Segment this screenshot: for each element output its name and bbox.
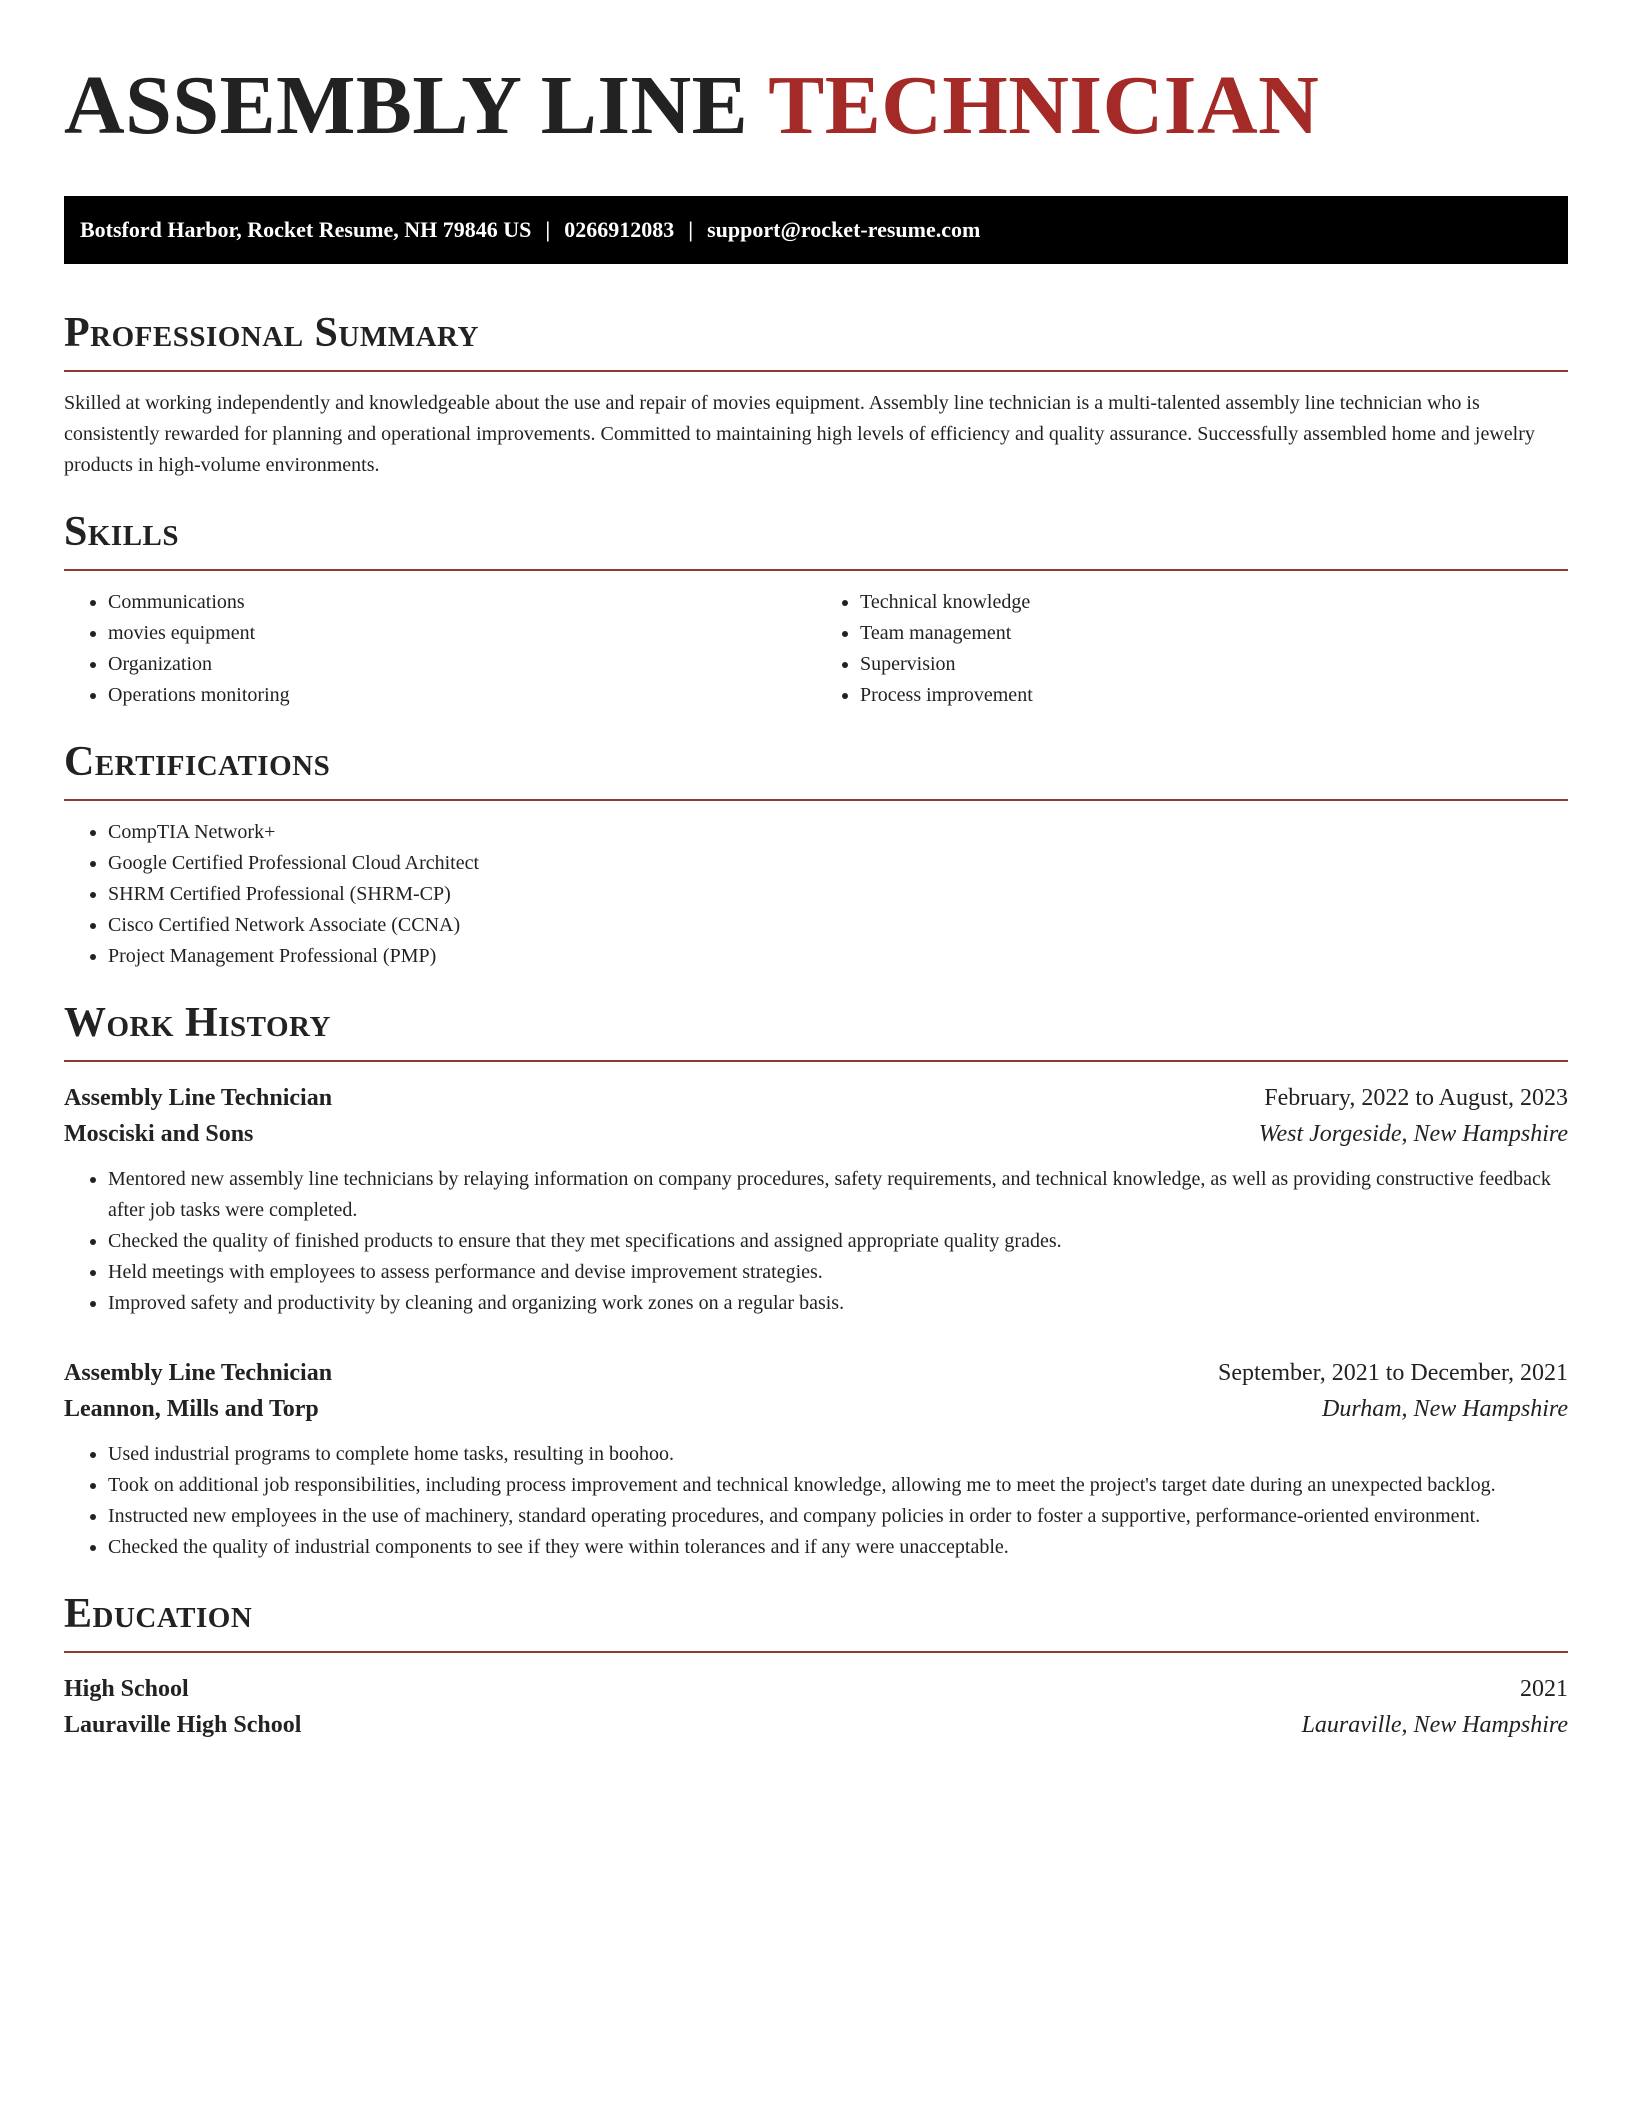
section-divider xyxy=(64,569,1568,571)
contact-phone: 0266912083 xyxy=(564,217,675,242)
work-history-section xyxy=(64,998,1568,1563)
education-degree: High School xyxy=(64,1676,189,1702)
job-entry xyxy=(64,1355,1568,1563)
education-year: 2021 xyxy=(1520,1676,1568,1702)
skill-item: • Communications xyxy=(108,587,816,618)
skill-item: • Operations monitoring xyxy=(108,680,816,711)
job-dates: February, 2022 to August, 2023 xyxy=(1264,1085,1568,1111)
job-title: Assembly Line Technician xyxy=(64,1085,333,1111)
skill-item: • Organization xyxy=(108,649,816,680)
job-entry xyxy=(64,1080,1568,1319)
job-bullet: • Held meetings with employees to assess performance and devise improvement strategies. xyxy=(108,1257,1568,1288)
certification-item: • Project Management Professional (PMP) xyxy=(108,941,1568,972)
section-title-summary: Professional Summary xyxy=(64,310,479,356)
job-bullet: • Took on additional job responsibilities, including process improvement and technical knowledge, allowing me to meet the project's target date during an unexpected backlog. xyxy=(108,1470,1568,1501)
contact-address: Botsford Harbor, Rocket Resume, NH 79846 US xyxy=(80,217,532,242)
skills-list-right xyxy=(816,587,1568,711)
skill-item: • movies equipment xyxy=(108,618,816,649)
education-school: Lauraville High School xyxy=(64,1712,302,1738)
contact-bar xyxy=(64,196,1568,264)
certification-item: • Cisco Certified Network Associate (CCNA) xyxy=(108,910,1568,941)
section-divider xyxy=(64,1651,1568,1653)
job-bullet: • Mentored new assembly line technicians by relaying information on company procedures, safety requirements, and technical knowledge, as well as providing constructive feedback after job tasks were completed. xyxy=(108,1164,1568,1226)
section-divider xyxy=(64,1060,1568,1062)
job-company: Leannon, Mills and Torp xyxy=(64,1396,319,1422)
section-title-work-history: Work History xyxy=(64,1000,331,1046)
certifications-list xyxy=(64,817,1568,972)
job-bullet: • Checked the quality of finished products to ensure that they met specifications and assigned appropriate quality grades. xyxy=(108,1226,1568,1257)
job-bullets xyxy=(64,1439,1568,1563)
name-accent: TECHNICIAN xyxy=(768,59,1320,152)
resume-name-heading xyxy=(64,56,1568,156)
job-company-row xyxy=(64,1116,1568,1152)
section-divider xyxy=(64,370,1568,372)
job-location: West Jorgeside, New Hampshire xyxy=(1258,1121,1568,1147)
job-header-row xyxy=(64,1080,1568,1116)
job-company-row xyxy=(64,1391,1568,1427)
summary-text: Skilled at working independently and knowledgeable about the use and repair of movies equipment. Assembly line technician is a multi-talented assembly line technician who is consistently rewarded for planning and operational improvements. Committed to maintaining high levels of efficiency and quality assurance. Successfully assembled home and jewelry products in high-volume environments. xyxy=(64,392,1535,476)
education-location: Lauraville, New Hampshire xyxy=(1301,1712,1568,1738)
contact-email[interactable]: support@rocket-resume.com xyxy=(707,217,981,242)
section-divider xyxy=(64,799,1568,801)
skills-grid xyxy=(64,587,1568,711)
skill-item: • Technical knowledge xyxy=(860,587,1568,618)
contact-separator: | xyxy=(545,217,551,242)
skill-item: • Supervision xyxy=(860,649,1568,680)
certification-item: • Google Certified Professional Cloud Architect xyxy=(108,848,1568,879)
job-location: Durham, New Hampshire xyxy=(1321,1396,1568,1422)
education-section xyxy=(64,1589,1568,1743)
job-header-row xyxy=(64,1355,1568,1391)
job-bullet: • Improved safety and productivity by cleaning and organizing work zones on a regular basis. xyxy=(108,1288,1568,1319)
certifications-section xyxy=(64,737,1568,972)
job-bullet: • Used industrial programs to complete home tasks, resulting in boohoo. xyxy=(108,1439,1568,1470)
section-title-certifications: Certifications xyxy=(64,739,331,785)
summary-section xyxy=(64,308,1568,481)
section-title-education: Education xyxy=(64,1591,253,1637)
certification-item: • CompTIA Network+ xyxy=(108,817,1568,848)
skill-item: • Team management xyxy=(860,618,1568,649)
job-bullets xyxy=(64,1164,1568,1319)
education-school-row xyxy=(64,1707,1568,1743)
contact-separator: | xyxy=(688,217,694,242)
name-primary: ASSEMBLY LINE xyxy=(64,59,749,152)
education-header-row xyxy=(64,1671,1568,1707)
skills-section xyxy=(64,507,1568,711)
certification-item: • SHRM Certified Professional (SHRM-CP) xyxy=(108,879,1568,910)
job-title: Assembly Line Technician xyxy=(64,1360,333,1386)
job-bullet: • Instructed new employees in the use of machinery, standard operating procedures, and company policies in order to foster a supportive, performance-oriented environment. xyxy=(108,1501,1568,1532)
section-title-skills: Skills xyxy=(64,509,180,555)
job-company: Mosciski and Sons xyxy=(64,1121,254,1147)
education-entry xyxy=(64,1671,1568,1743)
job-dates: September, 2021 to December, 2021 xyxy=(1218,1360,1568,1386)
skills-list-left xyxy=(64,587,816,711)
skill-item: • Process improvement xyxy=(860,680,1568,711)
job-bullet: • Checked the quality of industrial components to see if they were within tolerances and if any were unacceptable. xyxy=(108,1532,1568,1563)
